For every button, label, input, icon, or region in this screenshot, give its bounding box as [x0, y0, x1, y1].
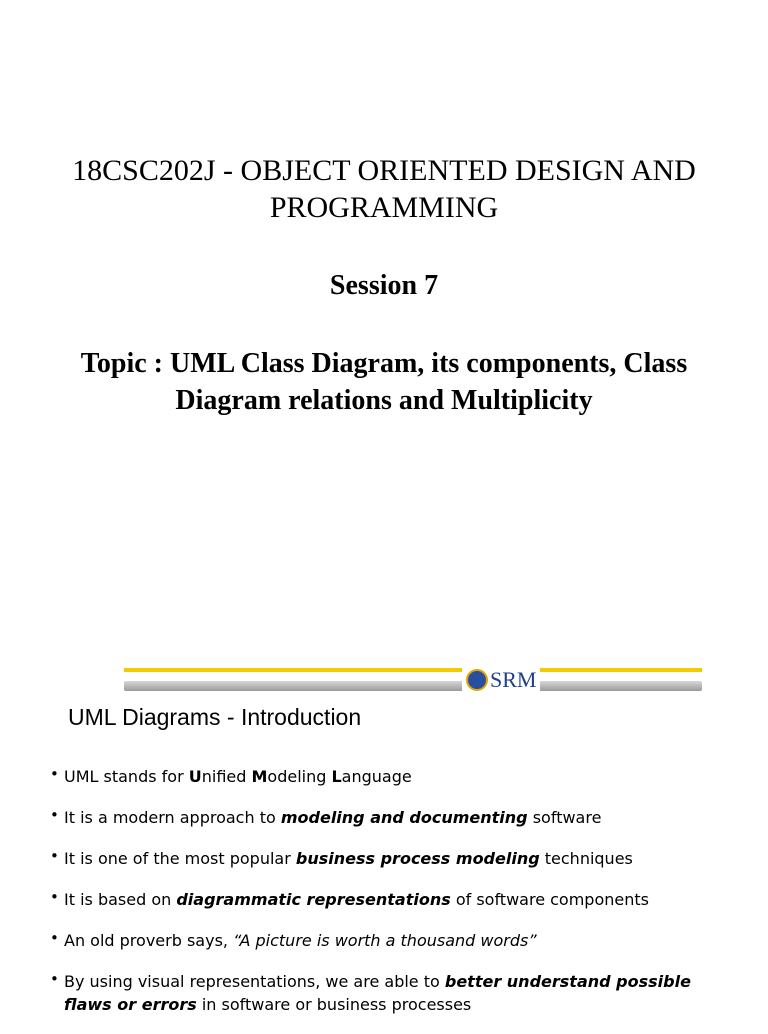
srm-emblem-icon [466, 669, 488, 691]
topic-heading: Topic : UML Class Diagram, its components, Class Diagram relations and Multiplicity [80, 348, 688, 416]
bullet-item: • It is one of the most popular business process modeling techniques [50, 847, 633, 868]
bullet-dot: • [50, 806, 59, 824]
bullet-item: • By using visual representations, we are able to better understand possible flaws or errors in software or business processes [50, 970, 691, 1014]
header-grey-bar [124, 681, 702, 691]
bullet-list [50, 765, 710, 1034]
bullet-dot: • [50, 888, 59, 906]
srm-logo-text: SRM [490, 667, 537, 692]
bullet-item: • It is based on diagrammatic representations of software components [50, 888, 649, 909]
bullet-dot: • [50, 765, 59, 783]
header-yellow-line [124, 668, 702, 672]
slide-header-band [124, 665, 702, 693]
bullet-dot: • [50, 929, 59, 947]
bullet-dot: • [50, 970, 59, 988]
course-title: 18CSC202J - OBJECT ORIENTED DESIGN AND PROGRAMMING [72, 154, 696, 224]
bullet-item: • UML stands for Unified Modeling Language [50, 765, 412, 786]
bullet-item: • It is a modern approach to modeling and documenting software [50, 806, 602, 827]
intro-slide [0, 660, 768, 1024]
slide-title: UML Diagrams - Introduction [68, 704, 362, 730]
srm-logo [462, 665, 540, 695]
session-label: Session 7 [329, 270, 439, 301]
bullet-dot: • [50, 847, 59, 865]
bullet-item: • An old proverb says, “A picture is worth a thousand words” [50, 929, 537, 950]
